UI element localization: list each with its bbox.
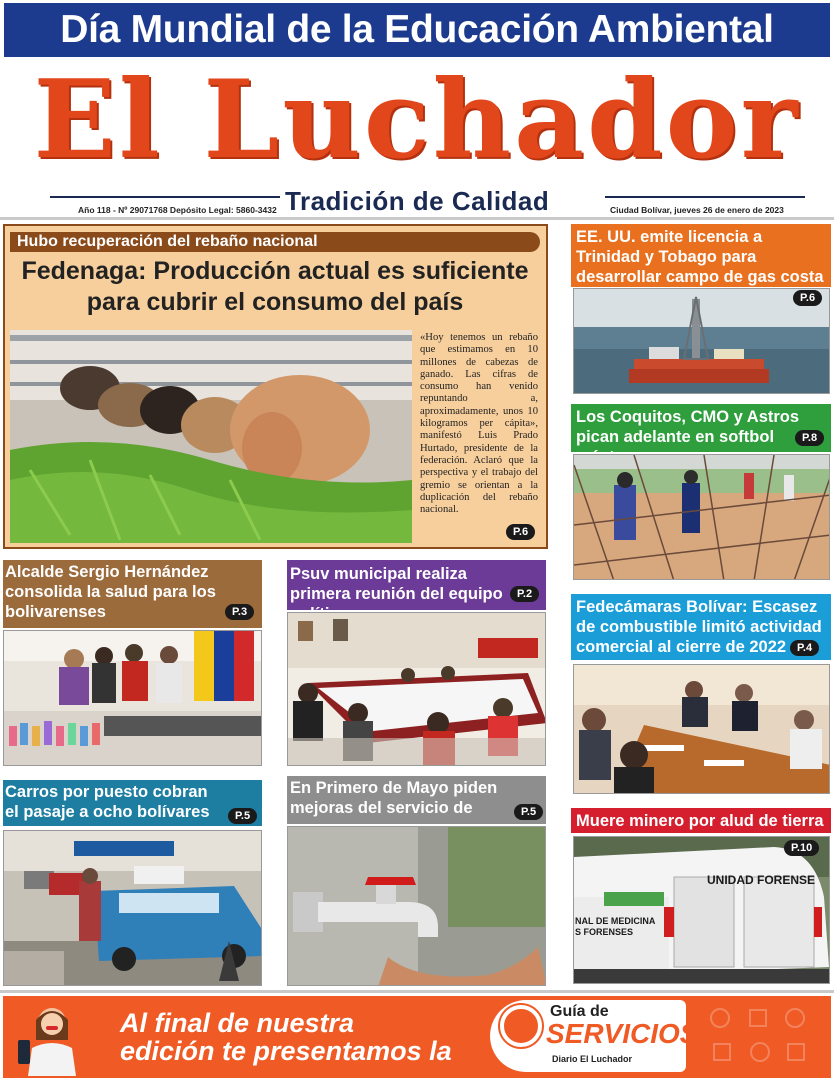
psuv-page-ref: P.2 [510, 586, 539, 602]
trinidad-page-ref: P.6 [793, 290, 822, 306]
alcalde-headline[interactable]: Alcalde Sergio Hernández consolida la salud para los bolivarenses [5, 563, 216, 621]
taxi-street-photo [3, 830, 262, 986]
main-story-body: «Hoy tenemos un rebaño que estimamos en 10 millones de cabezas de ganado. Las cifras de consumo han venido repuntando a, aproximadamente, unos 10 kilogramos per cápita», manifestó Luis Prado Hurtado, presidente de la federación. Aclaró que la perspectiva y el trabajo del gremio se orientan a la duplicación del rebaño nacional. [420, 332, 538, 516]
oil-rig-photo [573, 288, 830, 394]
masthead-rule-left [50, 196, 280, 198]
trinidad-headline[interactable]: EE. UU. emite licencia a Trinidad y Tobago para desarrollar campo de gas costa [571, 224, 831, 287]
meeting-fedecamaras-photo [573, 664, 830, 794]
minero-page-ref: P.10 [784, 840, 819, 856]
water-tap-photo [287, 826, 546, 986]
ad-woman-illustration [10, 1000, 90, 1076]
top-banner: Día Mundial de la Educación Ambiental [4, 3, 830, 57]
masthead-divider [0, 217, 834, 220]
softbol-page-ref: P.8 [795, 430, 824, 446]
masthead-rule-right [605, 196, 805, 198]
dateline: Ciudad Bolívar, jueves 26 de enero de 2023 [610, 205, 784, 215]
cattle-photo [10, 330, 412, 543]
fedecamaras-headline[interactable]: Fedecámaras Bolívar: Escasez de combustible limitó actividad comercial al cierre de 2022 [571, 594, 831, 660]
ad-guide-top: Guía de [550, 1003, 609, 1020]
ad-guide-subtitle: Diario El Luchador [552, 1054, 633, 1064]
agua-page-ref: P.5 [514, 804, 543, 820]
minero-headline[interactable]: Muere minero por alud de tierra [571, 808, 831, 833]
fedecamaras-page-ref: P.4 [790, 640, 819, 656]
main-story-headline[interactable]: Fedenaga: Producción actual es suficiente para cubrir el consumo del país [21, 257, 529, 316]
forensic-van-side-lettering: NAL DE MEDICINA S FORENSES [575, 916, 656, 937]
carros-headline[interactable]: Carros por puesto cobran el pasaje a ocho bolívares [5, 783, 210, 821]
issue-info: Año 118 - Nº 29071768 Depósito Legal: 5860-3432 [78, 205, 277, 215]
ad-pattern-icons [700, 1000, 826, 1074]
agua-headline[interactable]: En Primero de Mayo piden mejoras del servicio de [290, 779, 498, 817]
main-story-page-ref: P.6 [506, 524, 535, 540]
ad-divider [0, 990, 834, 993]
location-pin-icon [500, 1005, 542, 1047]
masthead-slogan: Tradición de Calidad [285, 186, 550, 216]
alcalde-page-ref: P.3 [225, 604, 254, 620]
forensic-van-photo [573, 836, 830, 984]
softball-photo [573, 454, 830, 580]
softbol-headline[interactable]: Los Coquitos, CMO y Astros pican adelante en softbol [571, 404, 831, 452]
carros-page-ref: P.5 [228, 808, 257, 824]
forensic-van-lettering: UNIDAD FORENSE [707, 873, 816, 887]
ad-guide-title: SERVICIOS [546, 1018, 699, 1049]
psuv-headline[interactable]: Psuv municipal realiza primera reunión del equipo [290, 565, 503, 603]
ad-text-line2: edición te presentamos la [120, 1036, 452, 1066]
health-event-photo [3, 630, 262, 766]
masthead-logo: El Luchador [33, 57, 801, 183]
ad-text-line1: Al final de nuestra [120, 1008, 355, 1038]
main-story-kicker: Hubo recuperación del rebaño nacional [10, 232, 540, 252]
psuv-meeting-photo [287, 612, 546, 766]
